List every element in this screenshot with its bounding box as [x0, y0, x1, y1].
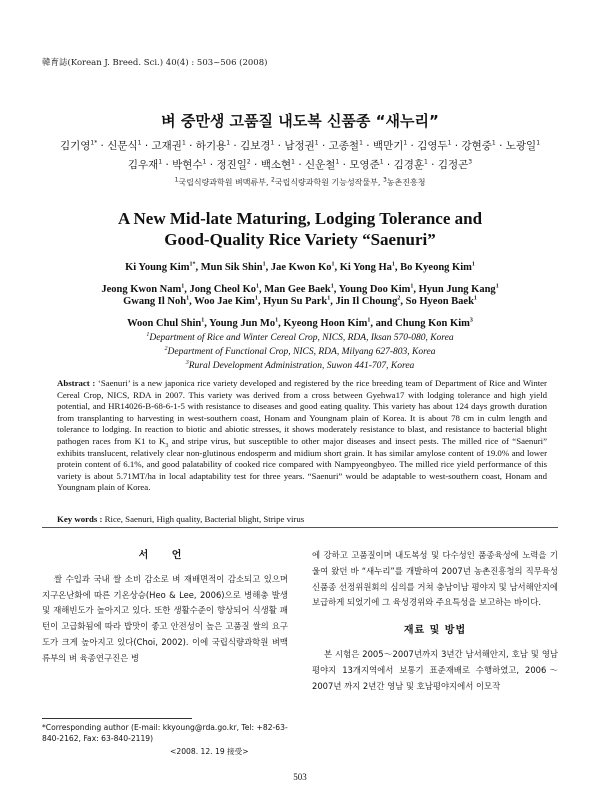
en-author-separator: , — [330, 296, 336, 307]
abstract — [57, 378, 547, 494]
ko-author-sup: 1 — [270, 139, 275, 147]
en-author-name: Kyeong Hoon Kim — [283, 318, 368, 329]
affil-ko-sup-3: 3 — [382, 176, 387, 184]
en-author-sup: 1* — [189, 261, 196, 268]
en-author-name: Bo Kyeong Kim — [400, 262, 472, 273]
ko-author-separator: · — [339, 159, 350, 171]
ko-author-separator: · — [185, 140, 196, 152]
right-column — [312, 548, 558, 694]
ko-author-name: 정진일 — [216, 159, 247, 171]
en-author-name: Ki Yong Ha — [339, 262, 392, 273]
received-date: <2008. 12. 19 接受> — [170, 747, 249, 756]
ko-author-name: 김보경 — [240, 140, 271, 152]
en-author-name: and Chung Kon Kim — [375, 318, 470, 329]
ko-author-sup: 1 — [447, 139, 452, 147]
affil-en-text-3: Rural Development Administration, Suwon 441-707, Korea — [188, 361, 415, 371]
abstract-subscript: 3 — [165, 442, 169, 449]
ko-author-separator: · — [383, 159, 394, 171]
ko-author-sup: 1 — [314, 139, 319, 147]
footnote-rule — [42, 718, 192, 719]
en-author-separator: , — [394, 262, 401, 273]
ko-author-sup: 1 — [403, 139, 408, 147]
en-author-separator: , — [333, 284, 339, 295]
en-author-sup: 1 — [181, 283, 185, 290]
affil-en-sup-1: 1 — [146, 331, 150, 338]
en-author-separator: , — [334, 262, 340, 273]
authors-english-line1 — [40, 262, 560, 273]
title-english-line1: A New Mid-late Maturing, Lodging Tolerance and — [117, 209, 483, 228]
title-korean: 벼 중만생 고품질 내도복 신품종 “새누리” — [161, 112, 439, 130]
authors-english-line2 — [40, 284, 560, 295]
ko-author-name: 남정권 — [284, 140, 315, 152]
en-author-sup: 1 — [256, 283, 259, 290]
en-author-sup: 1 — [186, 295, 190, 302]
ko-author-name: 하기용 — [195, 140, 227, 152]
en-author-name: Hyun Jung Kang — [418, 284, 496, 295]
authors-korean-line2 — [40, 155, 560, 175]
ko-author-name: 고종철 — [328, 140, 360, 152]
section-heading-introduction: 서 언 — [138, 550, 192, 561]
en-author-sup: 1 — [331, 261, 335, 268]
ko-author-name: 모영준 — [349, 159, 380, 171]
en-author-sup: 1 — [410, 283, 414, 290]
en-author-name: Jin Il Choung — [335, 296, 398, 307]
ko-author-name: 박현수 — [172, 159, 203, 171]
ko-author-name: 강현중 — [461, 140, 492, 152]
en-author-name: Woon Chul Shin — [127, 318, 202, 329]
en-author-name: Woo Jae Kim — [194, 296, 255, 307]
ko-author-sup: 1 — [536, 139, 541, 147]
authors-english-line3 — [40, 296, 560, 307]
ko-author-sup: 1 — [158, 158, 163, 166]
ko-author-name: 백만기 — [372, 140, 404, 152]
ko-author-name: 김우재 — [127, 159, 159, 171]
ko-author-sup: 3 — [468, 158, 473, 166]
title-english-line2: Good-Quality Rice Variety “Saenuri” — [164, 230, 436, 249]
journal-reference: 韓育誌(Korean J. Breed. Sci.) 40(4) : 503~506 (2008) — [42, 58, 268, 68]
en-author-sup: 1 — [327, 295, 331, 302]
ko-author-separator: · — [362, 140, 373, 152]
en-author-name: Young Jun Mo — [209, 318, 276, 329]
ko-author-separator: · — [451, 140, 462, 152]
en-author-sup: 1 — [495, 283, 499, 290]
ko-author-separator: · — [318, 140, 329, 152]
ko-author-name: 백소현 — [260, 159, 292, 171]
en-author-separator: , — [257, 296, 264, 307]
ko-author-sup: 1* — [90, 139, 98, 147]
ko-author-name: 김기영 — [59, 140, 91, 152]
ko-author-sup: 1 — [379, 158, 384, 166]
ko-author-sup: 1 — [424, 158, 428, 166]
ko-author-separator: · — [407, 140, 418, 152]
en-author-separator: , — [413, 284, 419, 295]
ko-author-name: 김정곤 — [437, 159, 469, 171]
en-author-separator: , — [370, 318, 376, 329]
authors-korean-line1 — [40, 136, 560, 156]
ko-author-sup: 1 — [359, 139, 363, 147]
ko-author-separator: · — [495, 140, 506, 152]
ko-author-separator: · — [206, 159, 217, 171]
affil-ko-text-3: 농촌진흥청 — [386, 178, 426, 187]
en-author-sup: 1 — [201, 317, 205, 324]
affiliations-korean — [0, 177, 600, 188]
en-author-sup: 1 — [391, 261, 395, 268]
ko-author-sup: 1 — [335, 158, 340, 166]
en-author-separator: , — [265, 262, 271, 273]
ko-author-name: 김경훈 — [393, 159, 424, 171]
en-author-sup: 1 — [275, 317, 279, 324]
abstract-text-part2: and stripe virus, but susceptible to other major diseases and insect pests. The milled rice of “Saenuri” exhibits translucent, relatively clear non-glutinous endosperm and midium short grain. It has similar amylose content of 19.0% and lower protein content of 6.1%, and good palatability of cooked rice compared with Nampyeongbyeo. The milled rice yield performance of this variety is about 5.71MT/ha in local adaptability test for three years. “Saenuri” would be adaptable to west-southern coast, Honam and Youngnam plain of Korea. — [57, 435, 547, 493]
abstract-text-part1: ‘Saenuri’ is a new japonica rice variety developed and registered by the rice breeding team of Department of Rice and Winter Cereal Crop, NICS, RDA in 2007. This variety was derived from a cross between Gyehwa17 with lodging tolerance and high yield potential, and HR14026-B-68-6-1-5 with resistance to diseases and good eating quality. This variety has about 124 days growth duration from transplanting to harvesting in west-southern coast, Honam and Youngnam plain of Korea. It is about 78 cm in culm length and tolerance to lodging. In reaction to biotic and abiotic stresses, it shows moderately resistance to blast, and resistance to bacterial blight pathogen races from K1 to K — [57, 378, 547, 446]
ko-author-separator: · — [162, 159, 173, 171]
en-author-name: Young Doo Kim — [338, 284, 411, 295]
affiliation-english-2 — [0, 347, 600, 357]
corresponding-author-footnote: *Corresponding author (E-mail: kkyoung@rda.go.kr, Tel: +82-63-840-2162, Fax: 63-840-2119) — [42, 723, 288, 743]
en-author-sup: 3 — [469, 317, 473, 324]
ko-author-sup: 1 — [137, 139, 142, 147]
page-number: 503 — [293, 772, 307, 782]
introduction-continuation: 에 강하고 고품질이며 내도복성 및 다수성인 품종육성에 노력을 기울여 왔던 바 “새누리”를 개발하여 2007년 농촌진흥청의 직무육성 신품종 선정위원회의 심의를 거쳐 충남이남 평야지 및 남서해안지에 보급하게 되었기에 그 육성경위와 주요특성을 보고하는 바이다. — [312, 550, 558, 608]
en-author-separator: , — [400, 296, 406, 307]
ko-author-sup: 2 — [246, 158, 251, 166]
en-author-name: Jeong Kwon Nam — [101, 284, 182, 295]
ko-author-sup: 1 — [226, 139, 231, 147]
en-author-sup: 1 — [367, 317, 371, 324]
en-author-name: Gwang Il Noh — [123, 296, 187, 307]
ko-author-sup: 1 — [291, 158, 295, 166]
en-author-name: Hyun Su Park — [263, 296, 328, 307]
en-author-name: Mun Sik Shin — [200, 262, 263, 273]
en-author-sup: 1 — [471, 261, 475, 268]
ko-author-name: 신문식 — [107, 140, 138, 152]
affiliation-english-3 — [0, 361, 600, 371]
ko-author-separator: · — [427, 159, 438, 171]
affil-ko-sup-1: 1 — [174, 176, 179, 184]
ko-author-name: 고재권 — [151, 140, 182, 152]
en-author-separator: , — [204, 318, 210, 329]
en-author-sup: 2 — [397, 295, 401, 302]
en-author-sup: 1 — [473, 295, 477, 302]
affil-en-sup-2: 2 — [164, 345, 168, 352]
en-author-name: Man Gee Baek — [264, 284, 331, 295]
section-heading-materials-methods: 재료 및 방법 — [403, 625, 467, 637]
ko-author-sup: 1 — [491, 139, 496, 147]
introduction-paragraph: 쌀 수입과 국내 쌀 소비 감소로 벼 재배면적이 감소되고 있으며 지구온난화에 따른 기온상승(Heo & Lee, 2006)으로 병해충 발생 및 재해빈도가 높아지고 있다. 또한 생활수준이 향상되어 식생활 패턴이 고급화됨에 따라 밥맛이 좋고 안전성이 높은 고품질 쌀의 요구도가 크게 높아지고 있다(Choi, 2002). 이에 국립식량과학원 벼맥류부의 벼 육종연구진은 병 — [42, 573, 288, 663]
en-author-separator: , — [278, 318, 284, 329]
en-author-name: Jong Cheol Ko — [189, 284, 256, 295]
affil-ko-text-2: 국립식량과학원 기능성작물부, — [274, 178, 383, 187]
affil-en-text-2: Department of Functional Crop, NICS, RDA, Milyang 627-803, Korea — [167, 347, 436, 357]
en-author-separator: , — [259, 284, 265, 295]
en-author-name: So Hyeon Baek — [405, 296, 474, 307]
keywords-text: Rice, Saenuri, High quality, Bacterial blight, Stripe virus — [102, 514, 305, 524]
keywords — [57, 514, 547, 524]
ko-author-name: 김영두 — [417, 140, 448, 152]
keywords-label: Key words : — [57, 514, 103, 524]
ko-author-separator: · — [274, 140, 285, 152]
affiliation-english-1 — [0, 333, 600, 343]
en-author-sup: 1 — [254, 295, 258, 302]
en-author-sup: 1 — [330, 283, 334, 290]
ko-author-name: 노광일 — [505, 140, 537, 152]
ko-author-separator: · — [250, 159, 261, 171]
en-author-separator: , — [195, 262, 201, 273]
left-column — [42, 548, 288, 667]
en-author-name: Ki Young Kim — [125, 262, 190, 273]
authors-english-line4 — [40, 318, 560, 329]
ko-author-name: 신운철 — [305, 159, 336, 171]
ko-author-separator: · — [230, 140, 241, 152]
affil-en-sup-3: 3 — [185, 359, 189, 366]
abstract-label: Abstract : — [57, 378, 96, 388]
affil-en-text-1: Department of Rice and Winter Cereal Crop, NICS, RDA, Iksan 570-080, Korea — [149, 333, 454, 343]
ko-author-separator: · — [294, 159, 305, 171]
materials-methods-paragraph: 본 시험은 2005～2007년까지 3년간 남서해안지, 호남 및 영남평야지 13개지역에서 보통기 표준재배로 수행하였고, 2006～2007년 까지 2년간 영남 및 호남평야지에서 이모작 — [312, 648, 558, 691]
divider — [42, 527, 558, 528]
en-author-sup: 1 — [262, 261, 266, 268]
ko-author-sup: 1 — [181, 139, 186, 147]
ko-author-separator: · — [141, 140, 152, 152]
ko-author-sup: 1 — [202, 158, 207, 166]
affil-ko-sup-2: 2 — [271, 176, 275, 184]
ko-author-separator: · — [97, 140, 108, 152]
en-author-name: Jae Kwon Ko — [270, 262, 332, 273]
affil-ko-text-1: 국립식량과학원 벼맥류부, — [178, 178, 272, 187]
en-author-separator: , — [189, 296, 195, 307]
en-author-separator: , — [184, 284, 190, 295]
